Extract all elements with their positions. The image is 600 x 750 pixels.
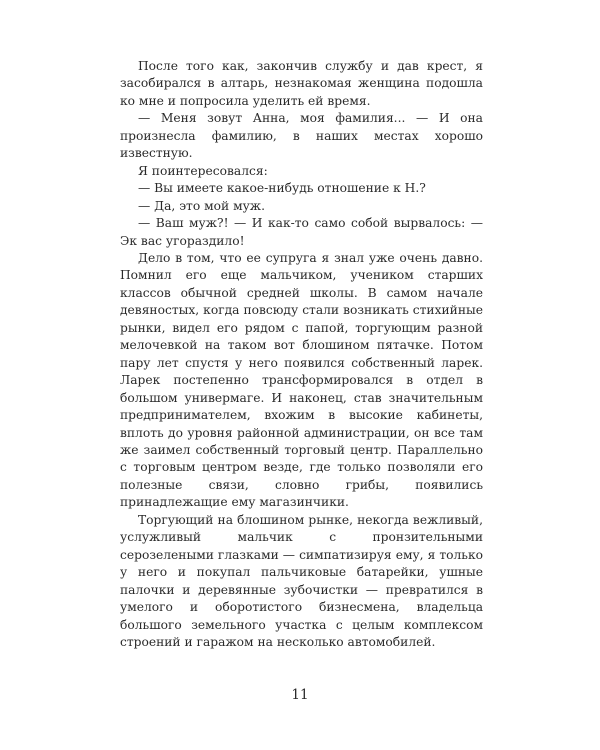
- paragraph-5: — Да, это мой муж.: [138, 198, 265, 213]
- paragraph-2: — Меня зовут Анна, моя фамилия... — И она произнесла фамилию, в наших местах хорошо известную.: [120, 111, 483, 161]
- paragraph-6: — Ваш муж?! — И как-то само собой вырвалось: — Эк вас угораздило!: [120, 216, 483, 248]
- paragraph-8: Торгующий на блошином рынке, некогда вежливый, услужливый мальчик с пронзительными серозелеными глазками — симпатизируя ему, я только у него и покупал пальчиковые батарейки, ушные палочки и деревянные зубочистки — превратился в умелого и оборотистого бизнесмена, владельца большого земельного участка с целым комплексом строений и гаражом на несколько автомобилей.: [120, 512, 483, 649]
- page-text-block: [120, 58, 483, 651]
- paragraph-7: Дело в том, что ее супруга я знал уже очень давно. Помнил его еще мальчиком, учеником старших классов обычной средней школы. В самом начале девяностых, когда повсюду стали возникать стихийные рынки, видел его рядом с папой, торгующим разной мелочевкой на таком вот блошином пятачке. Потом пару лет спустя у него появился собственный ларек. Ларек постепенно трансформировался в отдел в большом универмаге. И наконец, став значительным предпринимателем, вхожим в высокие кабинеты, вплоть до уровня районной администрации, он все там же заимел собственный торговый центр. Параллельно с торговым центром везде, где только позволяли его полезные связи, словно грибы, появились принадлежащие ему магазинчики.: [120, 250, 483, 510]
- page-number: 11: [291, 687, 309, 703]
- paragraph-3: Я поинтересовался:: [138, 163, 268, 178]
- paragraph-1: После того как, закончив службу и дав крест, я засобирался в алтарь, незнакомая женщина подошла ко мне и попросила уделить ей время.: [120, 59, 483, 108]
- paragraph-4: — Вы имеете какое-нибудь отношение к Н.?: [138, 181, 426, 196]
